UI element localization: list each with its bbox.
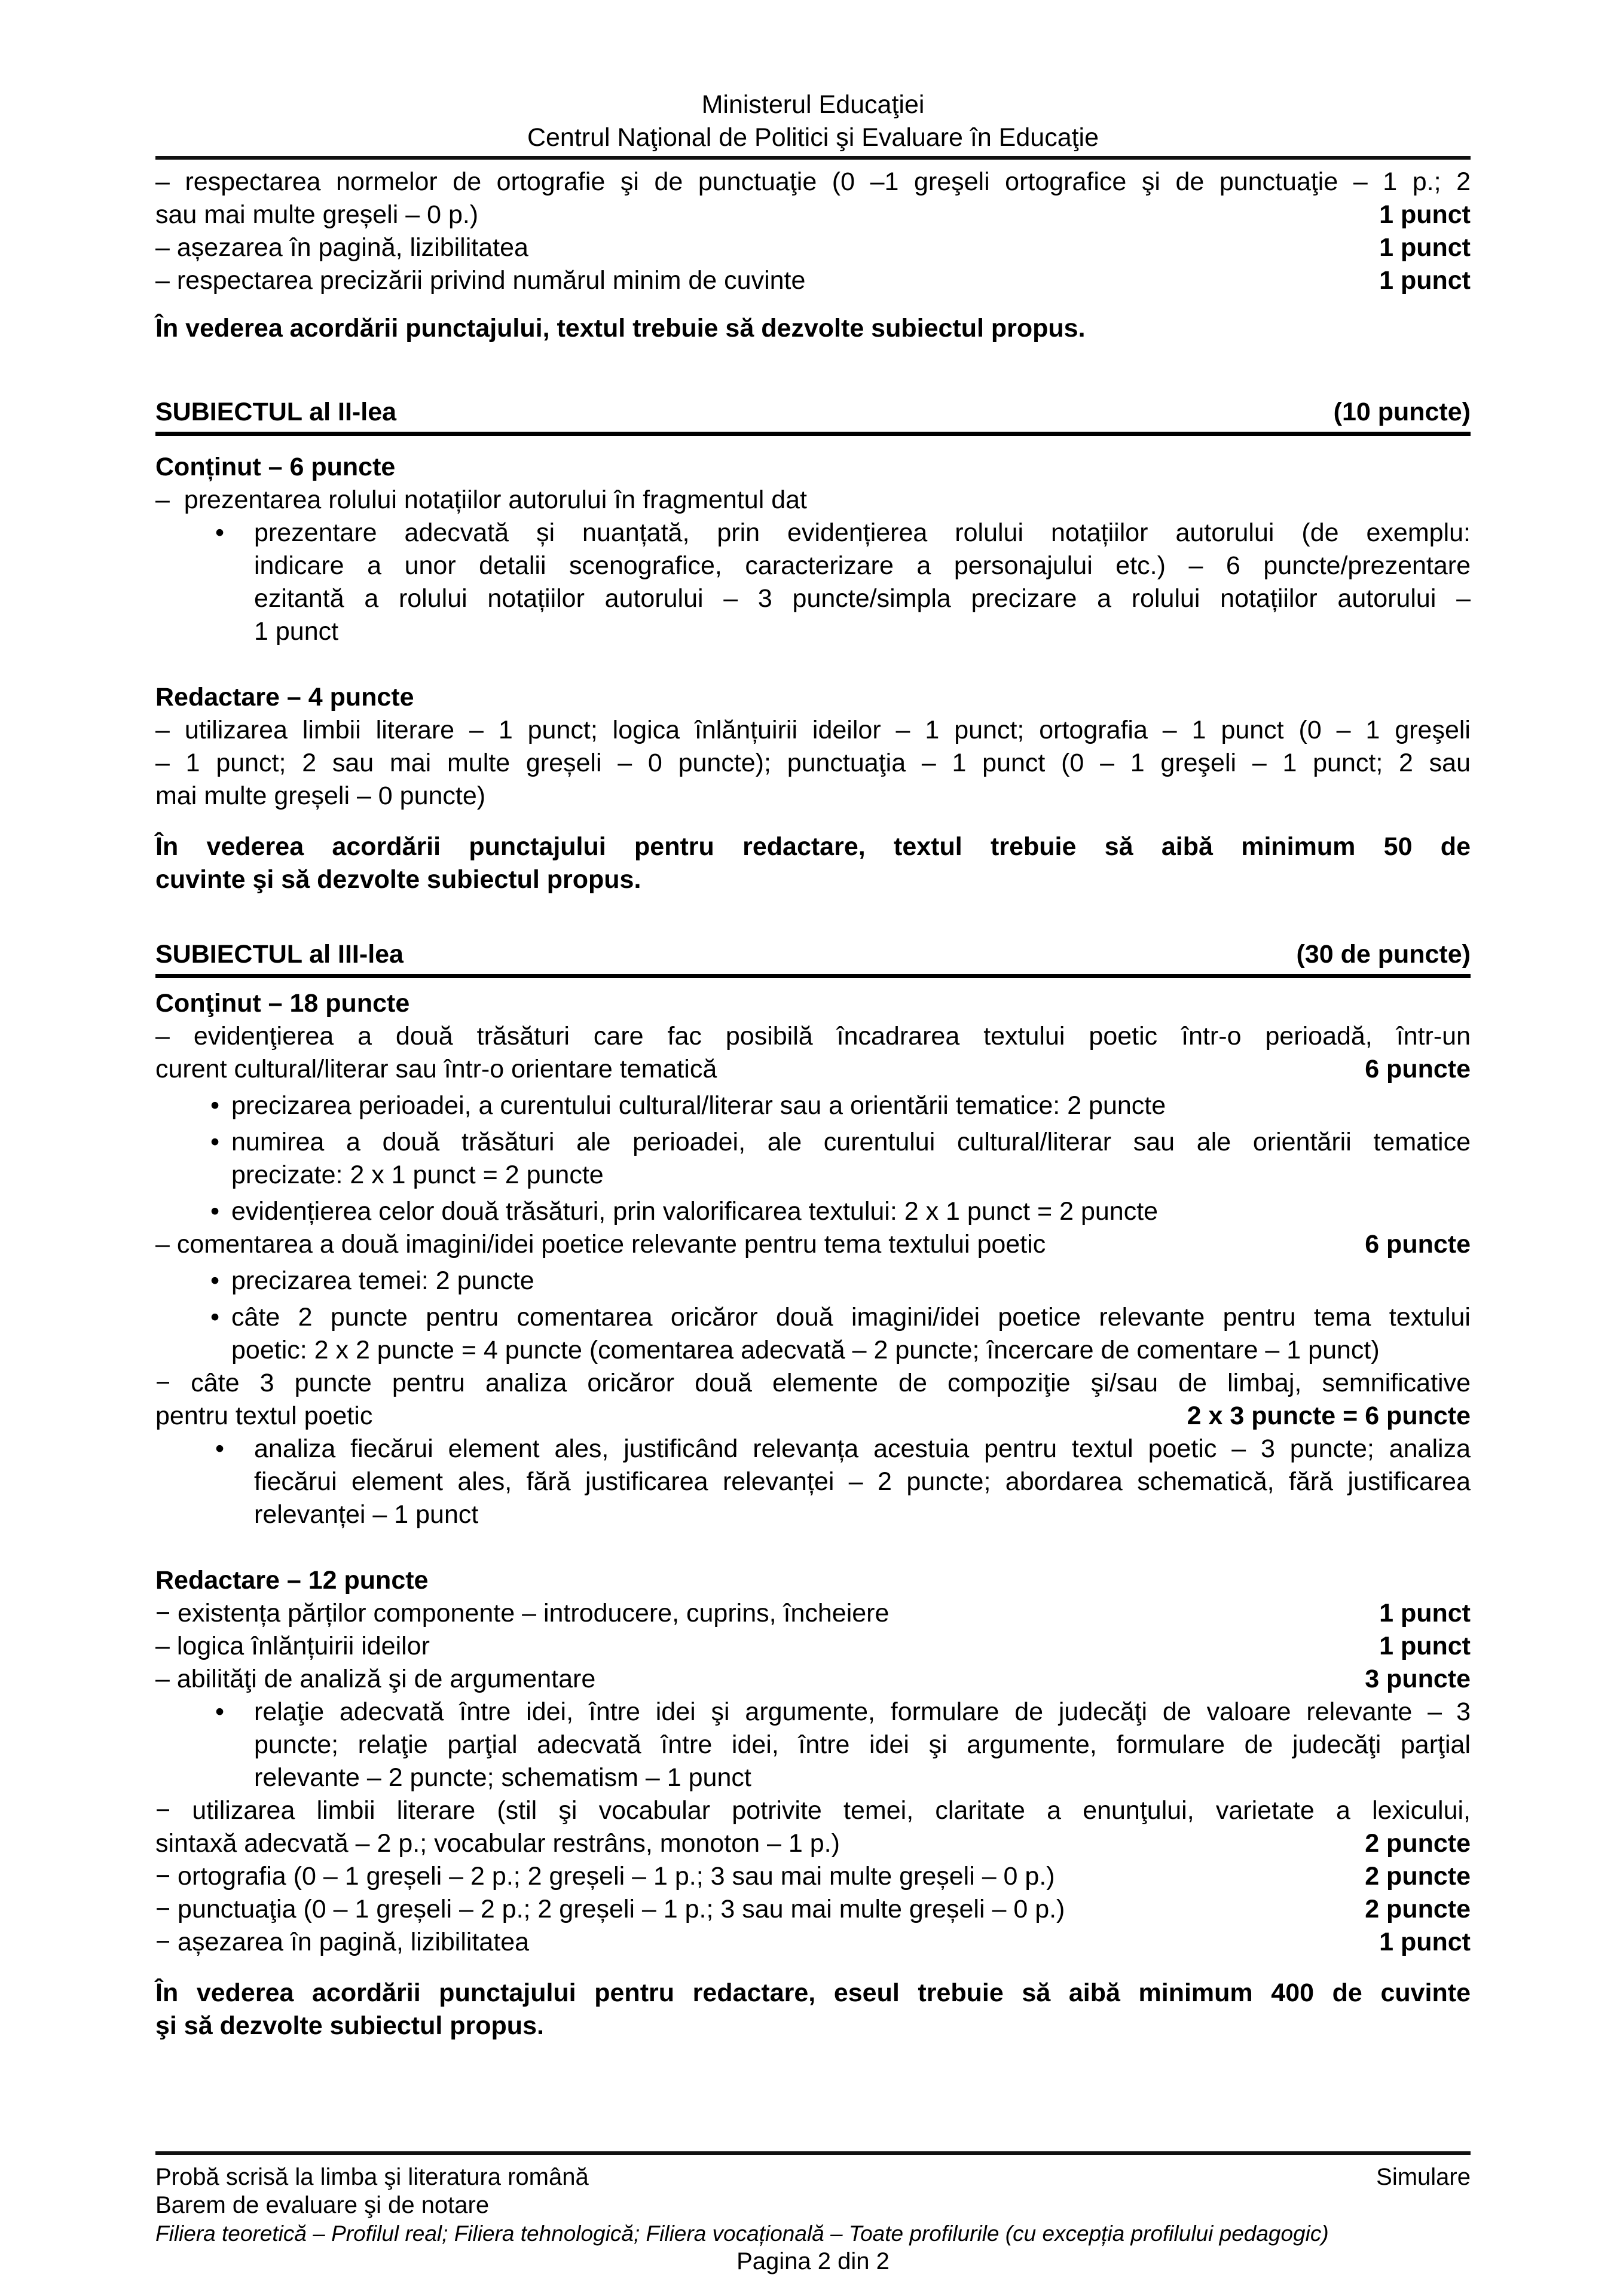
line-text: – respectarea precizării privind numărul minim de cuvinte: [155, 266, 806, 295]
bullet-icon: •: [215, 1697, 225, 1726]
document-footer: [155, 2151, 1471, 2276]
rubric-line: [155, 1663, 1471, 1696]
rubric-line: [155, 1827, 1471, 1860]
bullet-icon: •: [210, 1303, 220, 1332]
line-text: – prezentarea rolului notațiilor autorului în fragmentul dat: [155, 486, 807, 514]
section-title: SUBIECTUL al III-lea: [155, 940, 404, 969]
text-line: [155, 1334, 1471, 1367]
line-text: curent cultural/literar sau într-o orientare tematică: [155, 1055, 717, 1083]
line-text: relaţie adecvată între idei, între idei şi argumente, formulare de judecăţi de valoare relevante –: [254, 1697, 1442, 1726]
text-line: [155, 714, 1471, 747]
bullet-icon: •: [210, 1266, 220, 1295]
line-text: fiecărui element ales, fără justificarea relevanței – 2 puncte; abordarea schematică, fără justificarea: [254, 1467, 1471, 1496]
points-value: 3: [1456, 1697, 1471, 1726]
text-line: [155, 1433, 1471, 1465]
text-line: [155, 1020, 1471, 1053]
rubric-line: [155, 231, 1471, 264]
points-value: 2 x 3 puncte = 6 puncte: [1187, 1402, 1471, 1430]
footer-exam-title: Probă scrisă la limba şi literatura română: [155, 2164, 589, 2190]
line-text: – evidenţierea a două trăsături care fac posibilă încadrarea textului poetic într-o perioadă, într-un: [155, 1022, 1471, 1051]
points-value: 1 punct: [1379, 1928, 1471, 1956]
points-value: 6 puncte: [1365, 1055, 1471, 1083]
line-text: Conţinut – 18 puncte: [155, 989, 410, 1018]
text-line: [155, 1564, 1471, 1597]
line-text: relevante – 2 puncte; schematism – 1 punct: [254, 1763, 751, 1792]
line-text: sau mai multe greșeli – 0 p.): [155, 200, 479, 229]
rubric-line: [155, 1893, 1471, 1926]
points-value: 2 puncte: [1365, 1862, 1471, 1891]
text-line: [155, 1729, 1471, 1761]
line-text: pentru textul poetic: [155, 1402, 373, 1430]
bullet-icon: •: [215, 1434, 225, 1463]
text-line: [155, 1089, 1471, 1122]
bullet-icon: •: [210, 1128, 220, 1156]
line-text: precizarea perioadei, a curentului cultural/literar sau a orientării tematice: 2 puncte: [231, 1091, 1166, 1120]
document-body: [155, 166, 1471, 2042]
line-text: − utilizarea limbii literare (stil şi vocabular potrivite temei, claritate a enunţului, varietate a lexicului,: [155, 1796, 1471, 1825]
rubric-line: [155, 1696, 1471, 1729]
line-text: – logica înlănțuirii ideilor: [155, 1632, 430, 1660]
section-points: (10 puncte): [1333, 398, 1471, 426]
line-text: – abilităţi de analiză şi de argumentare: [155, 1665, 596, 1693]
page-content: [155, 88, 1471, 2042]
line-text: şi să dezvolte subiectul propus.: [155, 2011, 544, 2040]
footer-document-type: Barem de evaluare şi de notare: [155, 2192, 490, 2218]
text-line: [155, 517, 1471, 549]
text-line: [155, 484, 1471, 517]
text-line: [155, 615, 1471, 648]
text-line: [155, 312, 1471, 345]
line-text: În vederea acordării punctajului pentru redactare, textul trebuie să aibă minimum 50 de: [155, 832, 1471, 861]
bullet-icon: •: [210, 1197, 220, 1226]
line-text: indicare a unor detalii scenografice, caracterizare a personajului etc.) – 6 puncte/prezentare: [254, 551, 1471, 580]
rubric-line: [155, 1228, 1471, 1261]
line-text: câte 2 puncte pentru comentarea oricăror două imagini/idei poetice relevante pentru tema textului: [231, 1303, 1471, 1332]
text-line: [155, 549, 1471, 582]
line-text: − ortografia (0 – 1 greșeli – 2 p.; 2 greșeli – 1 p.; 3 sau mai multe greșeli – 0 p.): [155, 1862, 1055, 1891]
points-value: 2 puncte: [1365, 1895, 1471, 1923]
rubric-line: [155, 1926, 1471, 1959]
points-value: 3 puncte: [1365, 1665, 1471, 1693]
text-line: [155, 780, 1471, 813]
text-line: [155, 1977, 1471, 2010]
document-header: [155, 88, 1471, 154]
line-text: Redactare – 12 puncte: [155, 1566, 429, 1595]
text-line: [155, 166, 1471, 199]
line-text: Conținut – 6 puncte: [155, 453, 396, 481]
line-text: evidențierea celor două trăsături, prin valorificarea textului: 2 x 1 punct = 2 puncte: [231, 1197, 1159, 1226]
center-name: Centrul Naţional de Politici şi Evaluare în Educaţie: [527, 123, 1099, 152]
points-value: 6 puncte: [1365, 1230, 1471, 1259]
text-line: [155, 1301, 1471, 1334]
line-text: − punctuaţia (0 – 1 greșeli – 2 p.; 2 greșeli – 1 p.; 3 sau mai multe greșeli – 0 p.): [155, 1895, 1065, 1923]
bullet-icon: •: [210, 1091, 220, 1120]
line-text: prezentare adecvată și nuanțată, prin evidențierea rolului notațiilor autorului (de exemplu:: [254, 518, 1471, 547]
line-text: – respectarea normelor de ortografie şi de punctuaţie (0 –1 greşeli ortografice şi de punctuaţie – 1 p.; 2: [155, 167, 1471, 196]
text-line: [155, 747, 1471, 780]
line-text: relevanței – 1 punct: [254, 1500, 479, 1529]
line-text: numirea a două trăsături ale perioadei, ale curentului cultural/literar sau ale orientării tematice: [231, 1128, 1471, 1156]
bullet-icon: •: [215, 518, 225, 547]
section-points: (30 de puncte): [1296, 940, 1471, 969]
points-value: 1 punct: [1379, 233, 1471, 262]
ministry-name: Ministerul Educaţiei: [701, 90, 925, 119]
points-value: 1 punct: [1379, 200, 1471, 229]
line-text: – așezarea în pagină, lizibilitatea: [155, 233, 528, 262]
rubric-line: [155, 1597, 1471, 1630]
footer-exam-type: Simulare: [1376, 2164, 1471, 2190]
rubric-line: [155, 1860, 1471, 1893]
line-text: puncte; relaţie parţial adecvată între idei, între idei şi argumente, formulare de judecăţi parţial: [254, 1730, 1471, 1759]
text-line: [155, 987, 1471, 1020]
text-line: [155, 1761, 1471, 1794]
text-line: [155, 1794, 1471, 1827]
line-text: − câte 3 puncte pentru analiza oricăror două elemente de compoziţie şi/sau de limbaj, semnificative: [155, 1369, 1471, 1397]
line-text: În vederea acordării punctajului pentru redactare, eseul trebuie să aibă minimum 400 de cuvinte: [155, 1979, 1471, 2007]
footer-filiera: Filiera teoretică – Profilul real; Filiera tehnologică; Filiera vocațională – Toate profilurile (cu excepția profilului pedagogic): [155, 2221, 1329, 2246]
rubric-line: [155, 1053, 1471, 1086]
line-text: – 1 punct; 2 sau mai multe greșeli – 0 puncte); punctuaţia – 1 punct (0 – 1 greşeli – 1 punct; 2 sau: [155, 749, 1471, 777]
section-title: SUBIECTUL al II-lea: [155, 398, 397, 426]
line-text: precizarea temei: 2 puncte: [231, 1266, 534, 1295]
text-line: [155, 582, 1471, 615]
header-rule: [155, 156, 1471, 160]
line-text: – comentarea a două imagini/idei poetice relevante pentru tema textului poetic: [155, 1230, 1046, 1259]
text-line: [155, 1498, 1471, 1531]
rubric-line: [155, 1630, 1471, 1663]
line-text: În vederea acordării punctajului, textul trebuie să dezvolte subiectul propus.: [155, 314, 1086, 343]
text-line: [155, 1195, 1471, 1228]
line-text: mai multe greșeli – 0 puncte): [155, 781, 486, 810]
line-text: 1 punct: [254, 617, 339, 646]
rubric-line: [155, 264, 1471, 297]
text-line: [155, 831, 1471, 863]
line-text: precizate: 2 x 1 punct = 2 puncte: [231, 1161, 604, 1189]
footer-rule: [155, 2151, 1471, 2155]
text-line: [155, 863, 1471, 896]
rubric-line: [155, 199, 1471, 231]
line-text: sintaxă adecvată – 2 p.; vocabular restrâns, monoton – 1 p.): [155, 1829, 840, 1858]
line-text: ezitantă a rolului notațiilor autorului – 3 puncte/simpla precizare a rolului notațiilor autorului –: [254, 584, 1471, 613]
line-text: cuvinte şi să dezvolte subiectul propus.: [155, 865, 641, 894]
text-line: [155, 1465, 1471, 1498]
line-text: analiza fiecărui element ales, justificând relevanța acestuia pentru textul poetic – 3 puncte; analiza: [254, 1434, 1471, 1463]
section-heading: [155, 938, 1471, 978]
text-line: [155, 2010, 1471, 2042]
text-line: [155, 1265, 1471, 1297]
text-line: [155, 1126, 1471, 1159]
text-line: [155, 1159, 1471, 1192]
text-line: [155, 1367, 1471, 1400]
text-line: [155, 681, 1471, 714]
text-line: [155, 451, 1471, 484]
line-text: − existența părților componente – introducere, cuprins, încheiere: [155, 1599, 890, 1628]
footer-row: [155, 2163, 1471, 2191]
points-value: 1 punct: [1379, 1599, 1471, 1628]
line-text: – utilizarea limbii literare – 1 punct; logica înlănțuirii ideilor – 1 punct; ortografia – 1 punct (0 – 1 greşeli: [155, 716, 1471, 744]
points-value: 2 puncte: [1365, 1829, 1471, 1858]
points-value: 1 punct: [1379, 266, 1471, 295]
rubric-line: [155, 1400, 1471, 1433]
footer-page-number: Pagina 2 din 2: [736, 2248, 890, 2274]
line-text: − așezarea în pagină, lizibilitatea: [155, 1928, 530, 1956]
points-value: 1 punct: [1379, 1632, 1471, 1660]
line-text: Redactare – 4 puncte: [155, 683, 414, 712]
line-text: poetic: 2 x 2 puncte = 4 puncte (comentarea adecvată – 2 puncte; încercare de comentare – 1 punct): [231, 1336, 1380, 1364]
section-heading: [155, 396, 1471, 436]
